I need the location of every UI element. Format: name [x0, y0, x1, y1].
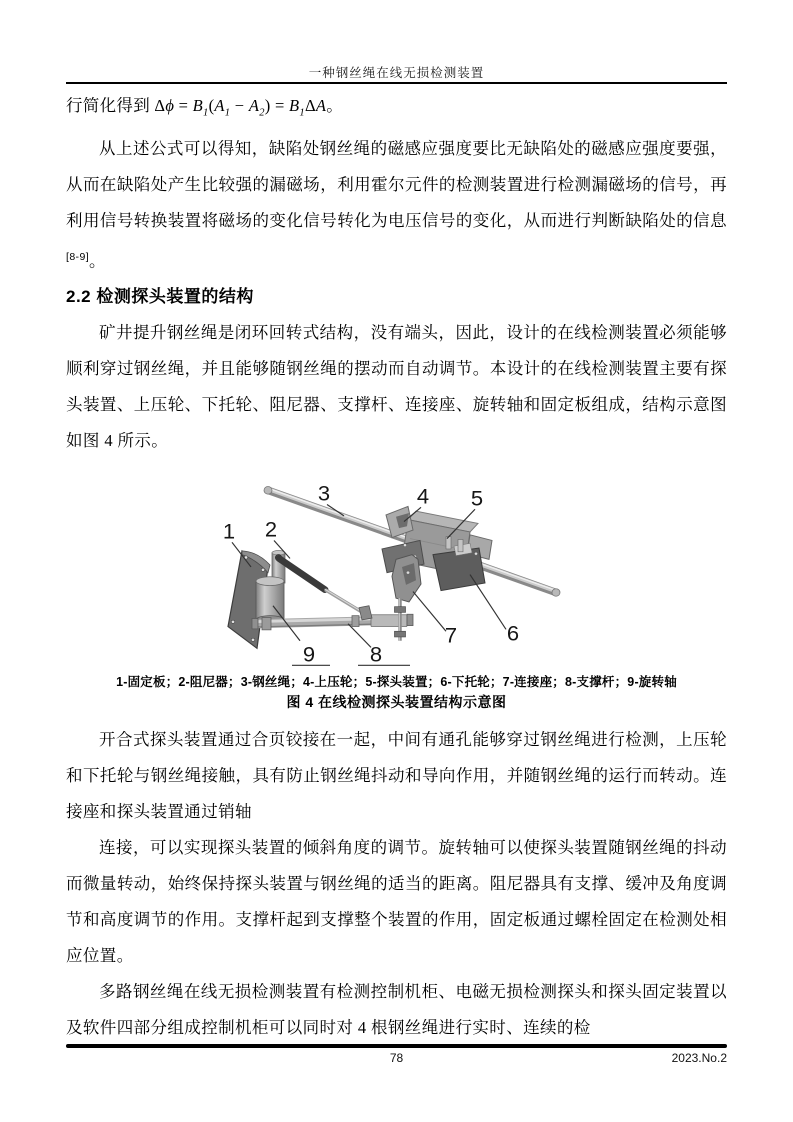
- part-label-1: 1: [222, 519, 236, 544]
- citation-ref: [8-9]: [66, 251, 90, 264]
- formula-b2: B: [289, 96, 300, 115]
- formula-b2-sub: 1: [299, 107, 305, 119]
- paragraph-2: 矿井提升钢丝绳是闭环回转式结构，没有端头，因此，设计的在线检测装置必须能够顺利穿过钢丝绳，并且能够随钢丝绳的摆动而自动调节。本设计的在线检测装置主要有探头装置、上压轮、下托轮、阻尼器、支撑杆、连接座、旋转轴和固定板组成，结构示意图如图 4 所示。: [66, 322, 727, 450]
- part-label-9: 9: [302, 642, 316, 667]
- paragraph-1: [66, 131, 727, 280]
- formula-b1: B: [192, 96, 204, 115]
- part-label-2: 2: [264, 518, 278, 542]
- footer-rule: [66, 1044, 727, 1048]
- formula-delta: Δ: [304, 96, 316, 115]
- figure-caption: 图 4 在线检测探头装置结构示意图: [286, 693, 507, 710]
- formula-lead: 行简化得到 Δ: [66, 96, 166, 115]
- part-label-8: 8: [369, 642, 383, 667]
- formula-lparen: (: [208, 96, 215, 115]
- section-heading: 2.2 检测探头装置的结构: [66, 286, 254, 306]
- formula-phi: ϕ: [165, 96, 175, 115]
- part-label-3: 3: [317, 482, 331, 506]
- probe-device-structure-diagram: [158, 461, 658, 671]
- formula-a1: A: [214, 96, 225, 115]
- paragraph-1-text: 从上述公式可以得知，缺陷处钢丝绳的磁感应强度要比无缺陷处的磁感应强度要强，从而在缺陷处产生比较强的漏磁场，利用霍尔元件的检测装置进行检测漏磁场的信号，再利用信号转换装置将磁场的变化信号转化为电压信号的变化，从而进行判断缺陷处的信息: [66, 139, 727, 231]
- formula-b1-sub: 1: [203, 107, 209, 119]
- paragraph-1-period: 。: [89, 251, 106, 271]
- part-label-7: 7: [444, 623, 458, 648]
- issue-number: 2023.No.2: [671, 1051, 727, 1065]
- formula-a3: A: [315, 96, 327, 115]
- figure-legend: 1-固定板；2-阻尼器；3-钢丝绳；4-上压轮；5-探头装置；6-下托轮；7-连接座；8-支撑杆；9-旋转轴: [116, 674, 677, 689]
- figure-4: [66, 461, 727, 712]
- paragraph-3: 开合式探头装置通过合页铰接在一起，中间有通孔能够穿过钢丝绳进行检测，上压轮和下托轮与钢丝绳接触，具有防止钢丝绳抖动和导向作用，并随钢丝绳的运行而转动。连接座和探头装置通过销轴: [66, 729, 727, 821]
- page-body: [66, 88, 727, 1046]
- paragraph-5: 多路钢丝绳在线无损检测装置有检测控制机柜、电磁无损检测探头和探头固定装置以及软件四部分组成控制机柜可以同时对 4 根钢丝绳进行实时、连续的检: [66, 981, 727, 1037]
- part-label-5: 5: [470, 486, 484, 511]
- formula-a2: A: [248, 96, 260, 115]
- part-label-4: 4: [416, 484, 430, 509]
- formula-period: 。: [326, 96, 344, 115]
- formula-a2-sub: 2: [259, 107, 265, 119]
- part-label-6: 6: [506, 622, 520, 646]
- running-head-title: 一种钢丝绳在线无损检测装置: [308, 66, 485, 80]
- formula-line: [66, 88, 727, 131]
- formula-a1-sub: 1: [224, 107, 231, 119]
- page-number: 78: [389, 1051, 404, 1065]
- paragraph-4: 连接，可以实现探头装置的倾斜角度的调节。旋转轴可以使探头装置随钢丝绳的抖动而微量转动，始终保持探头装置与钢丝绳的适当的距离。阻尼器具有支撑、缓冲及角度调节和高度调节的作用。支撑杆起到支撑整个装置的作用，固定板通过螺栓固定在检测处相应位置。: [66, 837, 727, 965]
- formula-rparen-eq: ) =: [264, 96, 290, 115]
- formula-minus: −: [230, 96, 249, 115]
- damper: [279, 558, 364, 613]
- connector-seat: [392, 554, 421, 601]
- header-rule: [66, 82, 727, 84]
- formula-eq1: =: [174, 96, 193, 115]
